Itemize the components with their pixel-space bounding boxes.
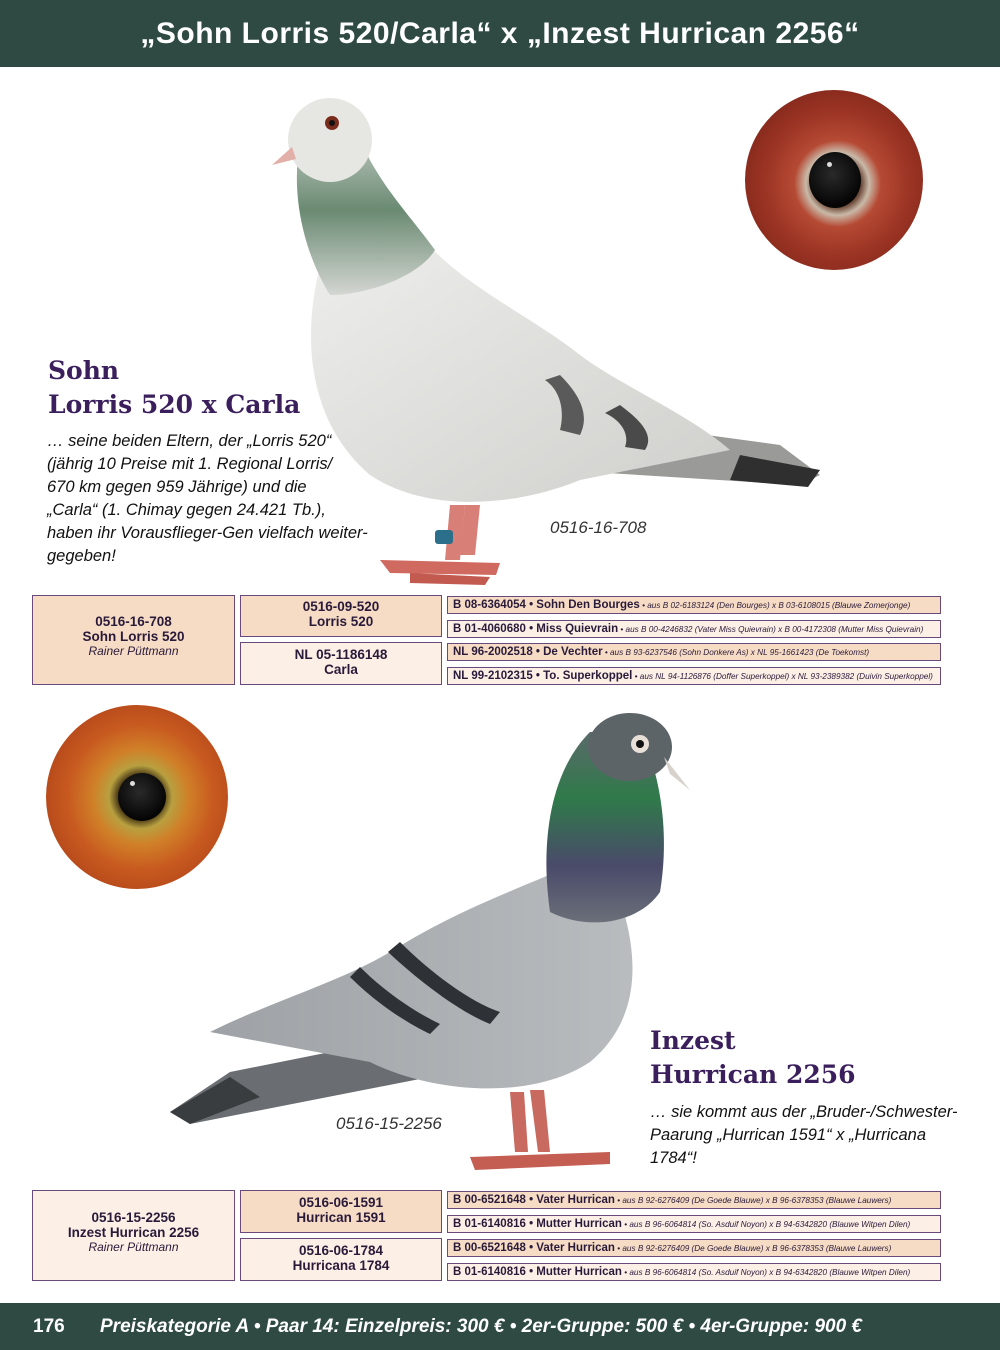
desc-line: … seine beiden Eltern, der „Lorris 520“ bbox=[47, 432, 332, 450]
desc-line: „Carla“ (1. Chimay gegen 24.421 Tb.), bbox=[47, 501, 326, 519]
pigeon-heading-top bbox=[48, 354, 300, 422]
dam-name: Hurricana 1784 bbox=[292, 1258, 390, 1273]
pedigree-dam-top bbox=[240, 642, 442, 685]
ring-number-label-bottom: 0516-15-2256 bbox=[336, 1114, 442, 1133]
desc-line: … sie kommt aus der „Bruder-/Schwester- bbox=[650, 1103, 958, 1121]
page-number: 176 bbox=[33, 1316, 65, 1337]
sire-name: Lorris 520 bbox=[308, 614, 374, 629]
pedigree-ancestor-top-4: NL 99-2102315 • To. Superkoppel • aus NL 94-1126876 (Doffer Superkoppel) x NL 93-2389382 (Duivin Superkoppel) bbox=[447, 667, 941, 685]
subject-name: Sohn Lorris 520 bbox=[82, 629, 185, 644]
pedigree-subject-bottom bbox=[32, 1190, 235, 1281]
subject-breeder: Rainer Püttmann bbox=[88, 1240, 179, 1254]
heading-line1: Sohn bbox=[48, 356, 120, 385]
pedigree-dam-bottom bbox=[240, 1238, 442, 1281]
ring-number-label-top: 0516-16-708 bbox=[550, 518, 647, 537]
pedigree-sire-bottom bbox=[240, 1190, 442, 1233]
sire-name: Hurrican 1591 bbox=[296, 1210, 386, 1225]
dam-name: Carla bbox=[324, 662, 358, 677]
heading-line2: Hurrican 2256 bbox=[650, 1060, 856, 1089]
dam-ring: 0516-06-1784 bbox=[298, 1243, 384, 1258]
pedigree-subject-top bbox=[32, 595, 235, 685]
page-footer bbox=[0, 1303, 1000, 1350]
pedigree-ancestor-top-1: B 08-6364054 • Sohn Den Bourges • aus B 02-6183124 (Den Bourges) x B 03-6108015 (Blauwe Zomerjonge) bbox=[447, 596, 941, 614]
heading-line2: Lorris 520 x Carla bbox=[48, 390, 301, 419]
page-title: „Sohn Lorris 520/Carla“ x „Inzest Hurrican 2256“ bbox=[140, 17, 860, 50]
dam-ring: NL 05-1186148 bbox=[294, 647, 388, 662]
desc-line: 1784“! bbox=[650, 1149, 697, 1167]
subject-ring: 0516-15-2256 bbox=[91, 1210, 176, 1225]
desc-line: haben ihr Vorausflieger-Gen vielfach weiter- bbox=[47, 524, 368, 542]
pigeon-description-top bbox=[47, 430, 368, 568]
price-info: Preiskategorie A • Paar 14: Einzelpreis: 300 € • 2er-Gruppe: 500 € • 4er-Gruppe: 900 € bbox=[100, 1316, 862, 1337]
pedigree-ancestor-bottom-4: B 01-6140816 • Mutter Hurrican • aus B 96-6064814 (So. Asduif Noyon) x B 94-6342820 (Blauwe Witpen Dilen) bbox=[447, 1263, 941, 1281]
pigeon-heading-bottom bbox=[650, 1024, 856, 1092]
desc-line: Paarung „Hurrican 1591“ x „Hurricana bbox=[650, 1126, 927, 1144]
pedigree-ancestor-top-2: B 01-4060680 • Miss Quievrain • aus B 00-4246832 (Vater Miss Quievrain) x B 00-4172308 (Mutter Miss Quievrain) bbox=[447, 620, 941, 638]
sire-ring: 0516-09-520 bbox=[302, 599, 380, 614]
heading-line1: Inzest bbox=[650, 1026, 736, 1055]
desc-line: 670 km gegen 959 Jährige) und die bbox=[47, 478, 307, 496]
page-header bbox=[0, 0, 1000, 67]
pigeon-description-bottom bbox=[650, 1101, 958, 1170]
sire-ring: 0516-06-1591 bbox=[298, 1195, 384, 1210]
pedigree-sire-top bbox=[240, 595, 442, 637]
pedigree-ancestor-bottom-2: B 01-6140816 • Mutter Hurrican • aus B 96-6064814 (So. Asduif Noyon) x B 94-6342820 (Blauwe Witpen Dilen) bbox=[447, 1215, 941, 1233]
pedigree-ancestor-top-3: NL 96-2002518 • De Vechter • aus B 93-6237546 (Sohn Donkere As) x NL 95-1661423 (De Toekomst) bbox=[447, 643, 941, 661]
subject-breeder: Rainer Püttmann bbox=[88, 644, 179, 658]
desc-line: (jährig 10 Preise mit 1. Regional Lorris/ bbox=[47, 455, 333, 473]
subject-name: Inzest Hurrican 2256 bbox=[67, 1225, 200, 1240]
pedigree-ancestor-bottom-1: B 00-6521648 • Vater Hurrican • aus B 92-6276409 (De Goede Blauwe) x B 96-6378353 (Blauwe Lauwers) bbox=[447, 1191, 941, 1209]
desc-line: gegeben! bbox=[47, 547, 116, 565]
subject-ring: 0516-16-708 bbox=[95, 614, 172, 629]
pedigree-ancestor-bottom-3: B 00-6521648 • Vater Hurrican • aus B 92-6276409 (De Goede Blauwe) x B 96-6378353 (Blauwe Lauwers) bbox=[447, 1239, 941, 1257]
